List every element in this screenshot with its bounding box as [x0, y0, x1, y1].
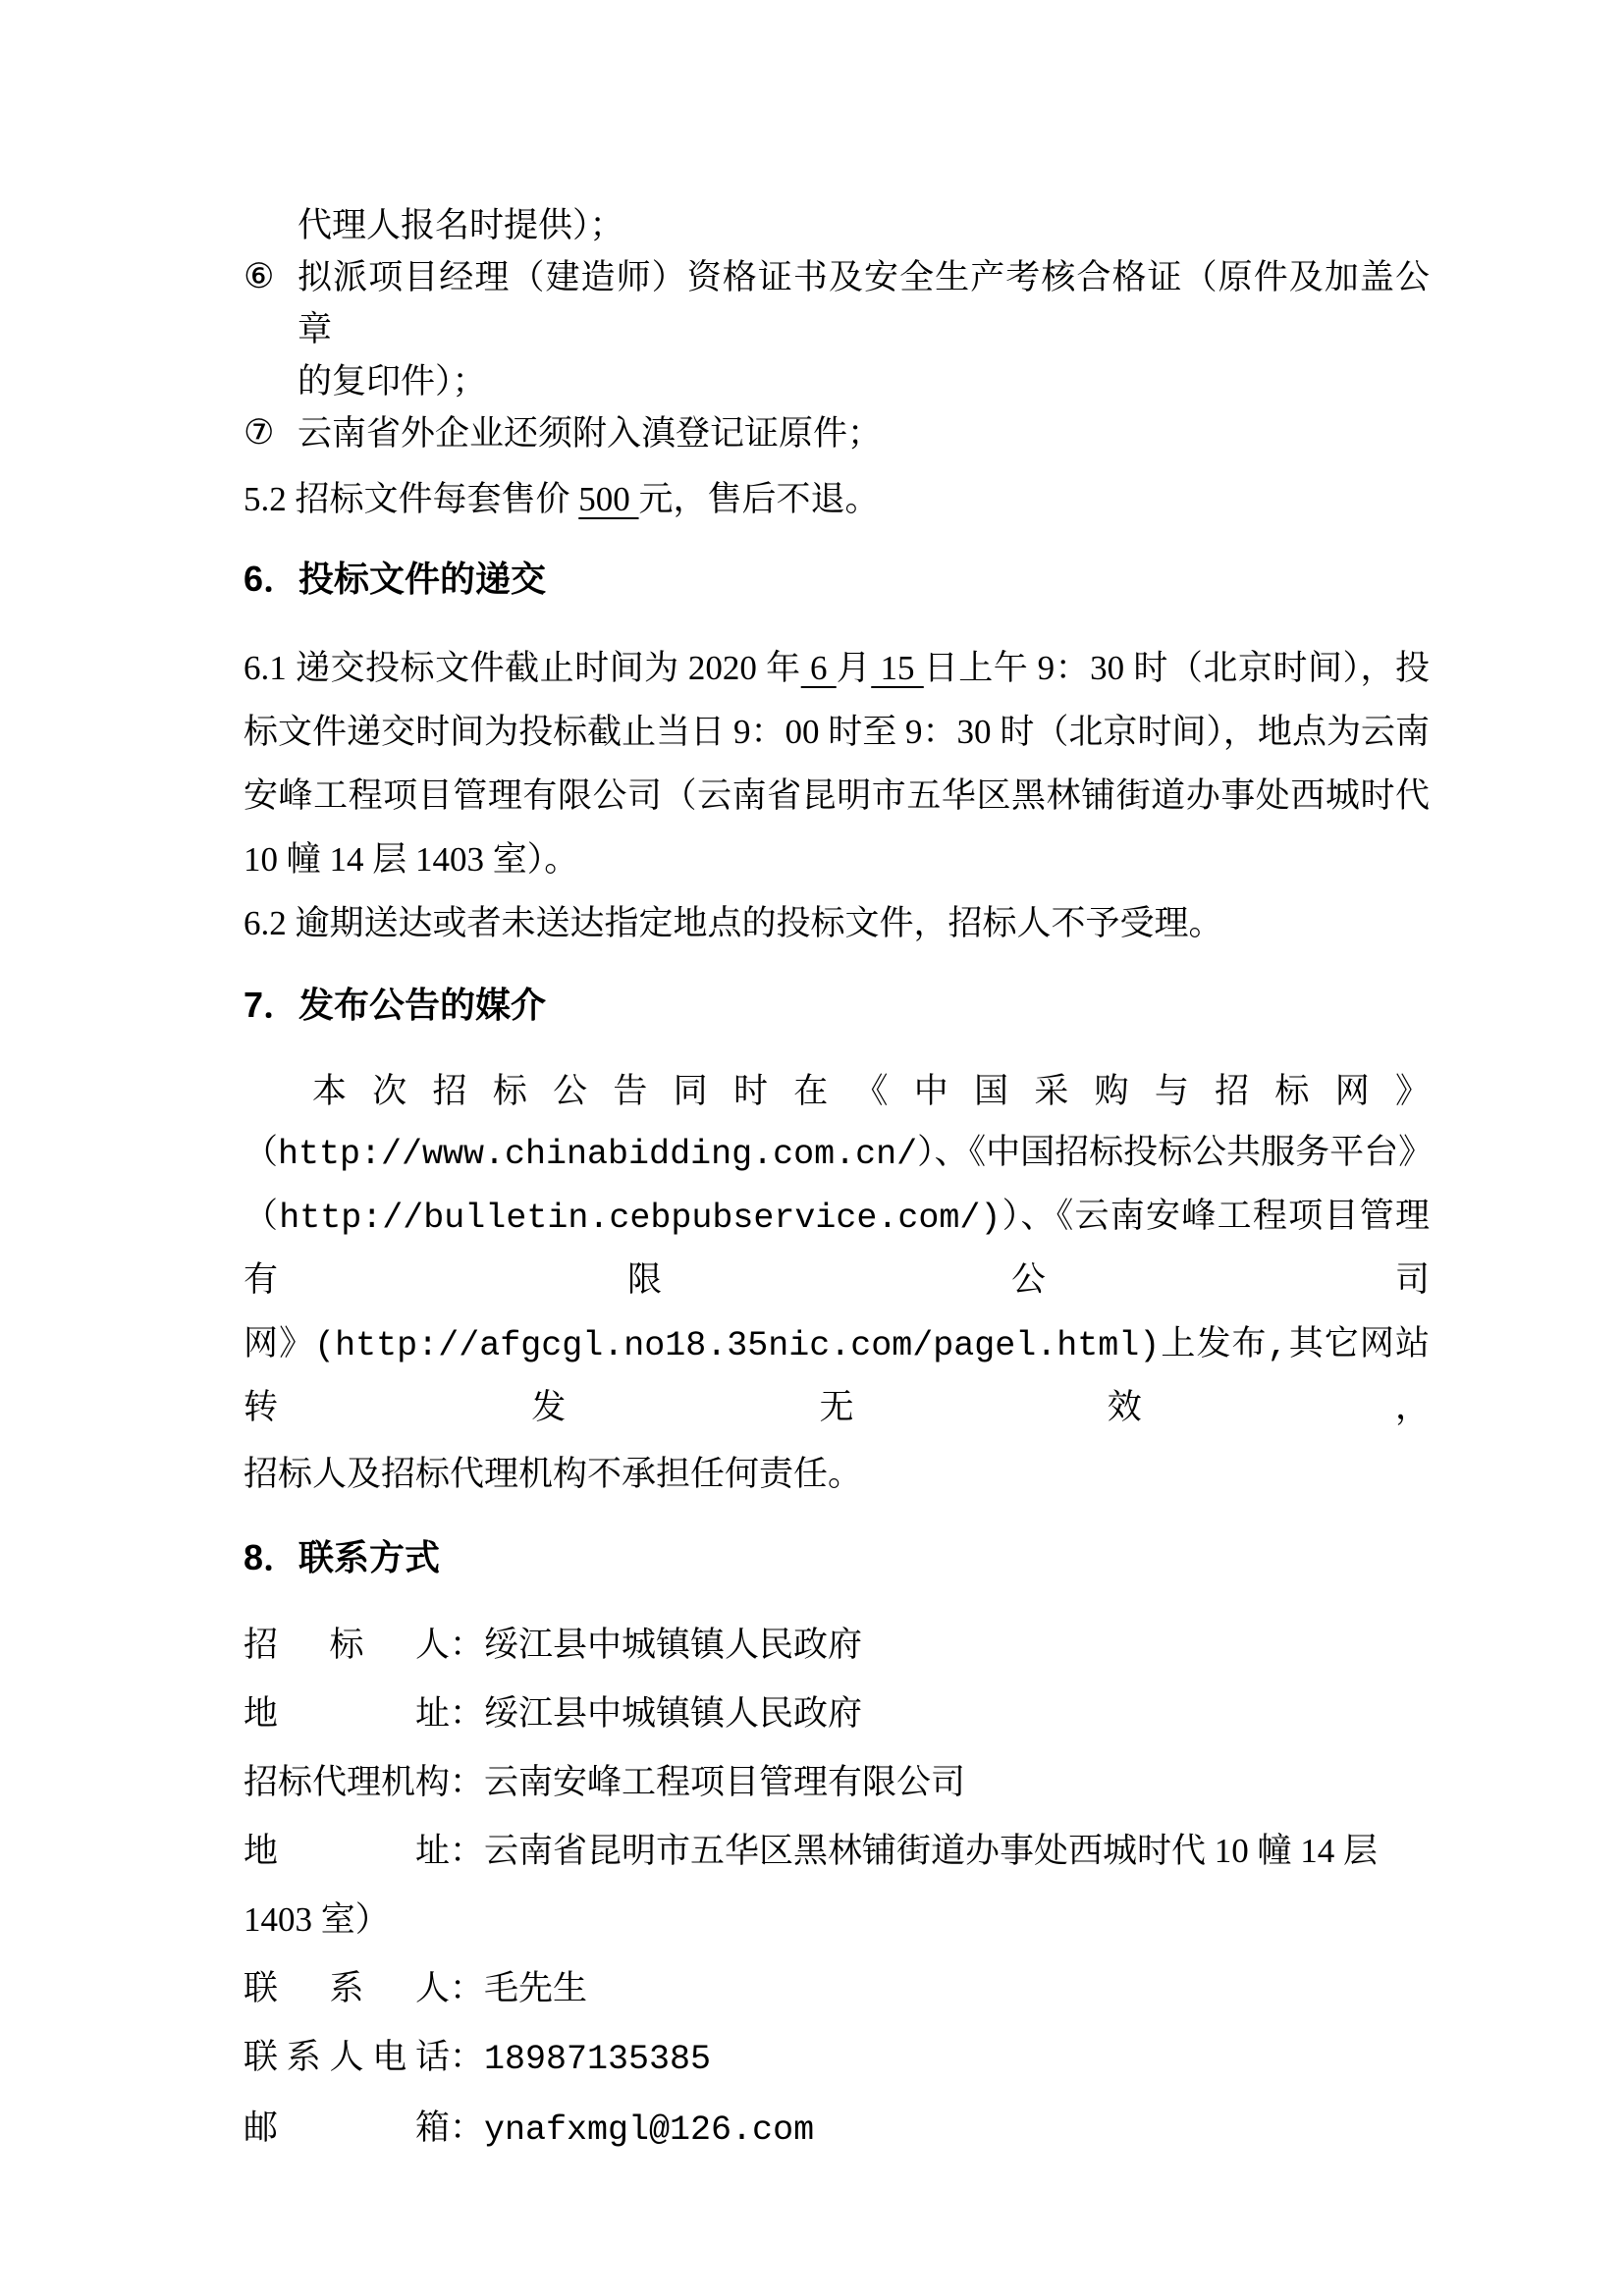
- deadline-month-underlined: 6: [800, 649, 837, 687]
- section-7-line5: 招标人及招标代理机构不承担任何责任。: [244, 1455, 863, 1493]
- clause-6-1-line4: 10 幢 14 层 1403 室）。: [244, 840, 579, 879]
- contact-value-person: 毛先生: [484, 1969, 588, 2007]
- contact-row-person: [244, 1954, 1430, 2023]
- clause-5-2-post: 元，售后不退。: [638, 480, 880, 518]
- list-item-6-body: [298, 251, 1430, 407]
- list-item5-continuation: 代理人报名时提供）；: [298, 206, 624, 244]
- contact-info-block: [244, 1611, 1430, 2164]
- contact-label-phone: 联系人电话: [244, 2038, 450, 2076]
- section-7-paragraph: [244, 1059, 1434, 1506]
- list-item-7-text: 云南省外企业还须附入滇登记证原件；: [298, 414, 883, 453]
- document-price-underlined: 500: [578, 480, 639, 518]
- contact-row-phone: [244, 2023, 1430, 2094]
- clause-6-1: [244, 636, 1430, 891]
- clause-5-2: [244, 473, 1430, 525]
- list-item-6-line2: 的复印件）；: [298, 362, 487, 400]
- contact-label-person: 联系人: [244, 1969, 450, 2007]
- contact-row-address2-wrap: [244, 1886, 1430, 1954]
- contact-row-tenderer-address: [244, 1680, 1430, 1748]
- colon: ：: [450, 1626, 485, 1664]
- colon: ：: [450, 2038, 485, 2076]
- section-7-line1: 本次招标公告同时在《中国采购与招标网》: [312, 1072, 1430, 1110]
- colon: ：: [450, 1832, 485, 1870]
- colon: ：: [450, 1969, 485, 2007]
- list-item-7: [244, 407, 1430, 459]
- clause-6-1-line1-b: 月: [836, 649, 872, 687]
- contact-row-email: [244, 2094, 1430, 2164]
- contact-label-address2: 地址: [244, 1832, 450, 1870]
- clause-6-1-line1: [244, 636, 1430, 700]
- colon: ：: [450, 1763, 485, 1801]
- section-7-line4-url-afgcgl: 网》(http://afgcgl.no18.35nic.com/pagel.html)上发布,其它网站转发无效，: [244, 1326, 1430, 1429]
- clause-6-1-line1-a: 6.1 递交投标文件截止时间为 2020 年: [244, 649, 801, 687]
- section-7-line2-url-chinabidding: （http://www.chinabidding.com.cn/）、《中国招标投标公共服务平台》: [244, 1135, 1434, 1174]
- clause-5-2-pre: 5.2 招标文件每套售价: [244, 480, 579, 518]
- list-item-6: [244, 251, 1430, 407]
- circled-seven-marker: ⑦: [244, 413, 275, 453]
- section-8-heading: 8．联系方式: [244, 1537, 441, 1577]
- contact-value-address2: 云南省昆明市五华区黑林铺街道办事处西城时代 10 幢 14 层: [484, 1832, 1379, 1870]
- contact-label-email: 邮箱: [244, 2109, 450, 2147]
- colon: ：: [450, 1694, 485, 1733]
- contact-row-agency: [244, 1748, 1430, 1817]
- contact-label-agency: 招标代理机构: [244, 1763, 451, 1801]
- clause-6-1-line1-c: 日上午 9：30 时（北京时间），投: [923, 649, 1430, 687]
- circled-six-marker: ⑥: [244, 257, 275, 296]
- contact-value-address2-continued: 1403 室）: [244, 1900, 390, 1939]
- colon: ：: [450, 2109, 485, 2147]
- section-7-heading: 7．发布公告的媒介: [244, 985, 547, 1025]
- section-7-line3-url-cebpubservice: （http://bulletin.cebpubservice.com/)）、《云南安峰工程项目管理有限公司: [244, 1199, 1430, 1302]
- contact-row-tenderer: [244, 1611, 1430, 1680]
- contact-value-address1: 绥江县中城镇镇人民政府: [484, 1694, 863, 1733]
- contact-label-address1: 地址: [244, 1694, 450, 1733]
- contact-value-agency: 云南安峰工程项目管理有限公司: [484, 1763, 966, 1801]
- list-item-6-line1: 拟派项目经理（建造师）资格证书及安全生产考核合格证（原件及加盖公章: [298, 258, 1430, 348]
- contact-row-agency-address: [244, 1817, 1430, 1886]
- contact-value-email: ynafxmgl@126.com: [484, 2110, 815, 2150]
- deadline-day-underlined: 15: [871, 649, 924, 687]
- contact-value-tenderer: 绥江县中城镇镇人民政府: [484, 1626, 863, 1664]
- list-item-7-body: [298, 407, 1430, 459]
- clause-6-1-line2: 标文件递交时间为投标截止当日 9：00 时至 9：30 时（北京时间），地点为云南: [244, 713, 1430, 751]
- section-6-heading: 6．投标文件的递交: [244, 559, 547, 599]
- contact-value-phone: 18987135385: [484, 2040, 712, 2079]
- clause-6-1-line3: 安峰工程项目管理有限公司（云南省昆明市五华区黑林铺街道办事处西城时代: [244, 776, 1430, 815]
- clause-6-2: 6.2 逾期送达或者未送达指定地点的投标文件，招标人不予受理。: [244, 904, 1223, 942]
- contact-label-tenderer: 招标人: [244, 1626, 450, 1664]
